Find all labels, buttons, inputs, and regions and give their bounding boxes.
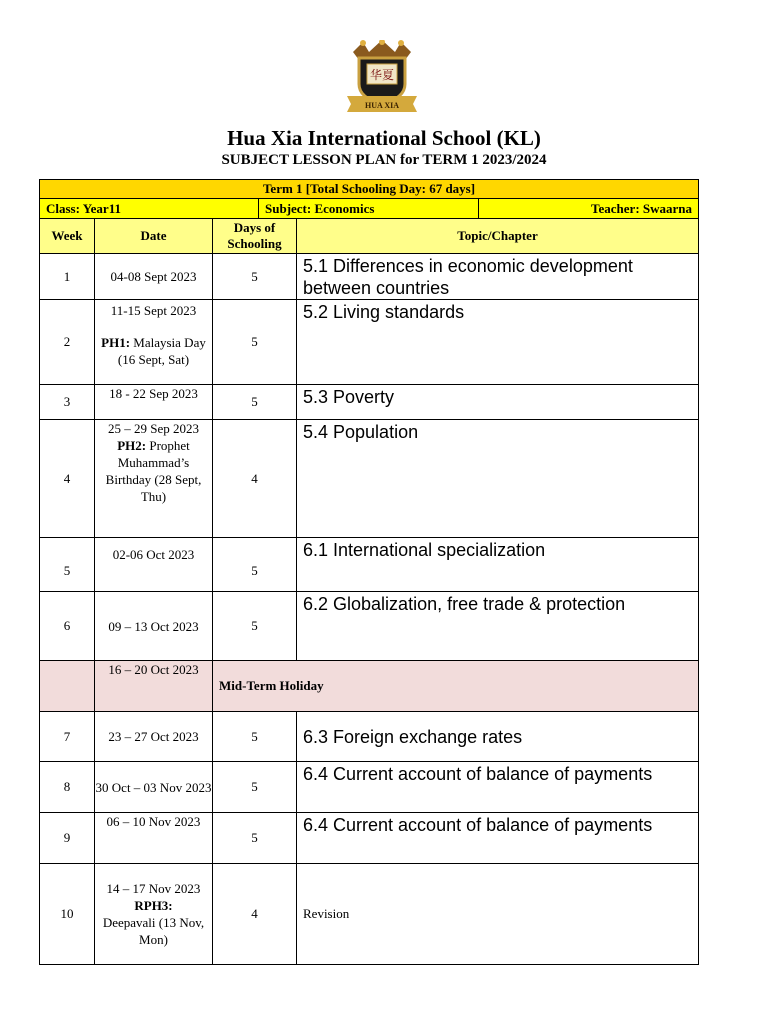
topic-cell: Revision: [297, 864, 699, 965]
lesson-plan-table: [39, 179, 699, 965]
days-cell: 5: [213, 813, 297, 864]
days-cell: 5: [213, 592, 297, 661]
col-header-week: Week: [40, 219, 95, 254]
days-cell: 5: [213, 762, 297, 813]
week-cell: 2: [40, 300, 95, 385]
table-row: [40, 813, 699, 864]
date-text: 25 – 29 Sep 2023: [108, 421, 199, 436]
date-cell: [95, 864, 213, 965]
topic-cell: 6.4 Current account of balance of payments: [297, 762, 699, 813]
class-info-row: [40, 199, 699, 219]
school-logo: [343, 40, 421, 114]
days-cell: 5: [213, 300, 297, 385]
topic-cell: 6.2 Globalization, free trade & protection: [297, 592, 699, 661]
table-row: [40, 592, 699, 661]
school-name: Hua Xia International School (KL): [227, 126, 541, 150]
date-cell: 16 – 20 Oct 2023: [95, 661, 213, 712]
svg-text:华夏: 华夏: [369, 68, 395, 82]
table-row: [40, 864, 699, 965]
public-holiday-note: [95, 334, 212, 368]
ph-text: Deepavali (13 Nov, Mon): [102, 915, 205, 947]
date-cell: 06 – 10 Nov 2023: [95, 813, 213, 864]
date-text: 14 – 17 Nov 2023: [106, 881, 201, 896]
topic-cell: 6.4 Current account of balance of payments: [297, 813, 699, 864]
ph-label: RPH3:: [134, 898, 173, 913]
topic-cell: 6.1 International specialization: [297, 538, 699, 592]
week-cell: [40, 661, 95, 712]
topic-cell: 5.3 Poverty: [297, 385, 699, 420]
term-header-row: [40, 180, 699, 199]
table-row: [40, 762, 699, 813]
term-header: Term 1 [Total Schooling Day: 67 days]: [40, 180, 699, 199]
date-cell: [95, 300, 213, 385]
date-text: 11-15 Sept 2023: [110, 303, 197, 318]
days-cell: 5: [213, 712, 297, 762]
date-cell: 30 Oct – 03 Nov 2023: [95, 762, 213, 813]
week-cell: 6: [40, 592, 95, 661]
date-cell: 09 – 13 Oct 2023: [95, 592, 213, 661]
public-holiday-note: [95, 897, 212, 948]
subject-text: Subject: Economics: [265, 200, 375, 216]
table-row: [40, 254, 699, 300]
week-cell: 10: [40, 864, 95, 965]
topic-cell: 5.1 Differences in economic development between countries: [297, 254, 699, 300]
ph-label: PH2:: [117, 438, 147, 453]
topic-cell: 6.3 Foreign exchange rates: [297, 712, 699, 762]
table-row: [40, 420, 699, 538]
week-cell: 3: [40, 385, 95, 420]
ph-text: Malaysia Day (16 Sept, Sat): [117, 335, 206, 367]
col-header-date: Date: [95, 219, 213, 254]
week-cell: 5: [40, 538, 95, 592]
table-row: [40, 385, 699, 420]
date-cell: [95, 420, 213, 538]
date-cell: 04-08 Sept 2023: [95, 254, 213, 300]
topic-cell: 5.2 Living standards: [297, 300, 699, 385]
table-row: [40, 538, 699, 592]
topic-cell: 5.4 Population: [297, 420, 699, 538]
week-cell: 8: [40, 762, 95, 813]
holiday-row: [40, 661, 699, 712]
subject-label: [259, 199, 479, 219]
days-cell: 5: [213, 385, 297, 420]
column-header-row: [40, 219, 699, 254]
days-cell: 5: [213, 254, 297, 300]
col-header-topic: Topic/Chapter: [297, 219, 699, 254]
date-cell: 02-06 Oct 2023: [95, 538, 213, 592]
date-cell: 18 - 22 Sep 2023: [95, 385, 213, 420]
week-cell: 7: [40, 712, 95, 762]
public-holiday-note: [95, 437, 212, 505]
table-row: [40, 300, 699, 385]
col-header-days: Days of Schooling: [213, 219, 297, 254]
week-cell: 4: [40, 420, 95, 538]
days-cell: 4: [213, 864, 297, 965]
svg-text:HUA XIA: HUA XIA: [364, 101, 400, 110]
class-label: Class: Year11: [40, 199, 259, 219]
ph-label: PH1:: [101, 335, 131, 350]
table-row: [40, 712, 699, 762]
lesson-plan-title: SUBJECT LESSON PLAN for TERM 1 2023/2024: [221, 152, 547, 168]
week-cell: 9: [40, 813, 95, 864]
ph-text: Prophet Muhammad’s Birthday (28 Sept, Thu): [105, 438, 202, 504]
days-cell: 5: [213, 538, 297, 592]
days-cell: 4: [213, 420, 297, 538]
teacher-label: Teacher: Swaarna: [479, 199, 699, 219]
holiday-label: Mid-Term Holiday: [213, 661, 699, 712]
date-cell: 23 – 27 Oct 2023: [95, 712, 213, 762]
week-cell: 1: [40, 254, 95, 300]
